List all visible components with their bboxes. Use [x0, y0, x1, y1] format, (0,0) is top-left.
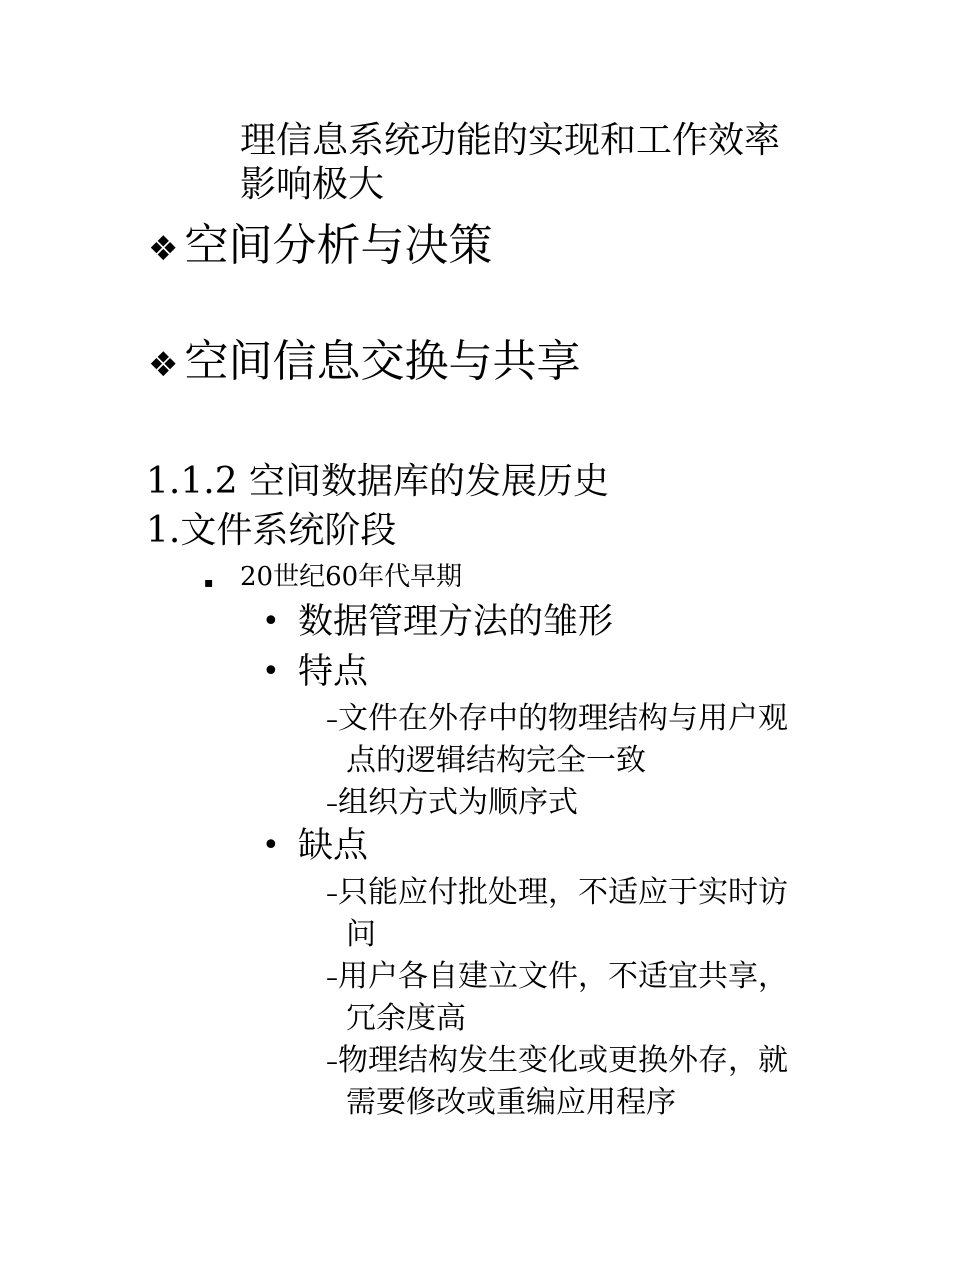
- drawback-text: 只能应付批处理，不适应于实时访: [338, 875, 788, 910]
- continuation-line-2: 影响极大: [240, 164, 385, 205]
- level2-text: 数据管理方法的雏形: [298, 602, 614, 642]
- drawback-item-3-continued: 需要修改或重编应用程序: [346, 1085, 676, 1120]
- drawback-item-1-continued: 问: [346, 917, 376, 952]
- square-bullet-icon: ▪: [204, 575, 214, 591]
- drawback-item-2-continued: 冗余度高: [346, 1001, 466, 1036]
- dash-bullet-icon: –: [326, 964, 338, 992]
- level2-text: 特点: [298, 652, 369, 692]
- dot-bullet-icon: •: [262, 604, 280, 639]
- diamond-item-spatial-analysis: [148, 220, 492, 275]
- diamond-item-text: 空间信息交换与共享: [184, 336, 581, 387]
- diamond-bullet-icon: ❖: [148, 345, 179, 385]
- level2-text: 缺点: [298, 826, 369, 866]
- level2-item-rudiment: [262, 600, 613, 644]
- dash-bullet-icon: –: [326, 880, 338, 908]
- drawback-item-1: [326, 872, 788, 915]
- level1-text: 20世纪60年代早期: [240, 562, 463, 592]
- level1-item: [204, 561, 462, 593]
- drawback-item-3: [326, 1040, 788, 1083]
- feature-text: 组织方式为顺序式: [338, 785, 578, 820]
- drawback-text: 用户各自建立文件，不适宜共享，: [338, 959, 788, 994]
- section-heading: 1.1.2 空间数据库的发展历史: [146, 461, 610, 502]
- level2-item-features: [262, 650, 368, 694]
- dot-bullet-icon: •: [262, 828, 280, 863]
- dash-bullet-icon: –: [326, 706, 338, 734]
- dash-bullet-icon: –: [326, 790, 338, 818]
- feature-item-1-continued: 点的逻辑结构完全一致: [346, 743, 646, 778]
- subheading: 1.文件系统阶段: [146, 510, 397, 551]
- drawback-text: 物理结构发生变化或更换外存，就: [338, 1043, 788, 1078]
- diamond-item-info-exchange: [148, 336, 580, 391]
- continuation-line-1: 理信息系统功能的实现和工作效率: [240, 120, 781, 161]
- drawback-item-2: [326, 956, 788, 999]
- dot-bullet-icon: •: [262, 654, 280, 689]
- diamond-item-text: 空间分析与决策: [184, 220, 493, 271]
- level2-item-drawbacks: [262, 824, 368, 868]
- feature-item-1: [326, 698, 788, 741]
- diamond-bullet-icon: ❖: [148, 229, 179, 269]
- dash-bullet-icon: –: [326, 1048, 338, 1076]
- feature-text: 文件在外存中的物理结构与用户观: [338, 701, 788, 736]
- feature-item-2: [326, 782, 578, 825]
